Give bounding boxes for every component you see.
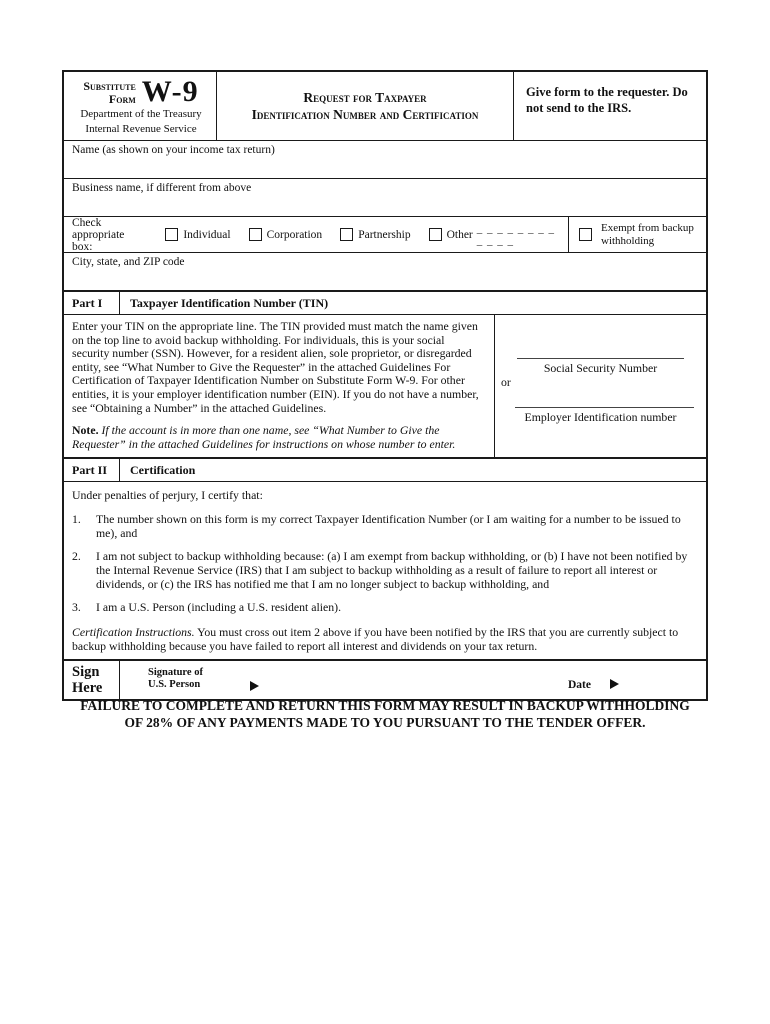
exempt-backup-withholding-cell	[568, 217, 706, 252]
here-word: Here	[72, 680, 103, 697]
ein-entry-line[interactable]	[515, 407, 694, 408]
part2-title: Certification	[130, 463, 196, 478]
warning-line2: OF 28% OF ANY PAYMENTS MADE TO YOU PURSUANT TO THE TENDER OFFER.	[124, 715, 646, 730]
entity-type-row	[64, 216, 706, 252]
certification-intro: Under penalties of perjury, I certify that:	[72, 488, 263, 503]
certification-item-2	[72, 549, 696, 591]
certification-instructions-text: You must cross out item 2 above if you have been notified by the IRS that you are currently subject to backup withholding because you have failed to report all interest and dividends on your tax return.	[72, 625, 679, 654]
signature-of-line1: Signature of	[148, 667, 203, 679]
check-box-label: Check appropriate box:	[72, 216, 125, 253]
business-name-field[interactable]	[64, 178, 706, 216]
substitute-form-label	[83, 80, 135, 106]
ein-label: Employer Identification number	[524, 410, 677, 424]
checkbox-individual-label: Individual	[183, 228, 231, 241]
certification-instructions-label: Certification Instructions.	[72, 625, 195, 640]
date-input-area[interactable]	[630, 665, 750, 697]
certification-item-1	[72, 512, 696, 540]
name-field-label: Name (as shown on your income tax return)	[72, 144, 275, 156]
form-header-row	[64, 72, 706, 140]
checkbox-square-icon[interactable]	[429, 228, 442, 241]
city-state-zip-field[interactable]	[64, 252, 706, 290]
ssn-entry-line[interactable]	[517, 358, 684, 359]
item-text: I am not subject to backup withholding because: (a) I am exempt from backup withholding, or (b) I have not been notified by the Internal Revenue Service (IRS) that I am subject to backup withholding as a result of failure to report all interest or dividends, or (c) the IRS has notified me that I am no longer subject to backup withholding, and	[96, 549, 688, 592]
checkbox-partnership-label: Partnership	[358, 228, 411, 241]
checkbox-other[interactable]	[429, 228, 473, 241]
signature-of-label	[148, 667, 203, 691]
signature-of-line2: U.S. Person	[148, 679, 201, 691]
entity-type-options	[64, 217, 568, 252]
name-field[interactable]	[64, 140, 706, 178]
checkbox-square-icon[interactable]	[340, 228, 353, 241]
part1-header-row	[64, 290, 706, 314]
signature-area	[120, 661, 706, 699]
certification-section	[64, 481, 706, 659]
signature-input-area[interactable]	[270, 665, 550, 697]
tin-section	[64, 314, 706, 457]
tin-note	[72, 424, 484, 451]
sign-word: Sign	[72, 664, 100, 681]
form-id-top	[72, 75, 210, 108]
sign-here-row	[64, 659, 706, 699]
checkbox-individual[interactable]	[165, 228, 230, 241]
date-label: Date	[568, 679, 591, 692]
form-title-cell	[217, 72, 514, 140]
give-form-instruction: Give form to the requester. Do not send to the IRS.	[526, 85, 688, 115]
certification-instructions	[72, 625, 696, 653]
checkbox-square-icon[interactable]	[165, 228, 178, 241]
date-arrow-icon	[610, 679, 619, 689]
other-blank-line[interactable]: _ _ _ _ _ _ _ _ _ _ _ _	[476, 222, 556, 247]
form-title-line1: Request for Taxpayer	[303, 90, 427, 105]
substitute-word: Substitute	[83, 79, 136, 93]
form-word: Form	[108, 92, 136, 106]
item-number: 2.	[72, 549, 81, 564]
part1-label: Part I	[64, 292, 120, 314]
or-label: or	[501, 375, 511, 389]
w9-form-table	[62, 70, 708, 701]
exempt-label: Exempt from backup withholding	[601, 221, 694, 247]
tin-instructions-body: Enter your TIN on the appropriate line. The TIN provided must match the name given on the top line to avoid backup withholding. For individuals, this is your social security number (SSN). However, for a resident alien, sole proprietor, or disregarded entity, see “What Number to Give the Requester” in the attached Guidelines For Certification of Taxpayer Identification Number on Substitute Form W-9. For other entities, it is your employer identification number (EIN). If you do not have a number, see “Obtaining a Number” in the attached Guidelines.	[72, 319, 479, 415]
checkbox-other-label: Other	[446, 228, 473, 241]
item-number: 3.	[72, 600, 81, 615]
form-id-cell	[64, 72, 217, 140]
part1-title: Taxpayer Identification Number (TIN)	[130, 296, 329, 310]
sign-here-label	[64, 661, 120, 699]
checkbox-corporation-label: Corporation	[266, 228, 323, 241]
checkbox-square-icon[interactable]	[579, 228, 592, 241]
form-number: W-9	[141, 75, 199, 108]
tin-instructions	[64, 315, 495, 457]
department-line1: Department of the Treasury	[80, 108, 202, 120]
item-text: I am a U.S. Person (including a U.S. resident alien).	[96, 600, 342, 615]
business-name-field-label: Business name, if different from above	[72, 182, 252, 194]
part2-header-row	[64, 457, 706, 481]
backup-withholding-warning	[0, 697, 770, 731]
checkbox-corporation[interactable]	[249, 228, 323, 241]
certification-item-3	[72, 600, 696, 614]
tin-note-label: Note.	[72, 423, 99, 438]
form-title-line2: Identification Number and Certification	[251, 107, 479, 122]
item-number: 1.	[72, 512, 81, 527]
item-text: The number shown on this form is my correct Taxpayer Identification Number (or I am waiting for a number to be issued to me), and	[96, 512, 681, 541]
checkbox-partnership[interactable]	[340, 228, 410, 241]
warning-line1: FAILURE TO COMPLETE AND RETURN THIS FORM MAY RESULT IN BACKUP WITHHOLDING	[80, 698, 690, 713]
city-state-zip-label: City, state, and ZIP code	[72, 256, 185, 268]
ssn-label: Social Security Number	[543, 361, 658, 375]
tin-entry-cell	[495, 315, 706, 457]
tin-note-text: If the account is in more than one name, see “What Number to Give the Requester” in the attached Guidelines for instructions on whose number to enter.	[72, 423, 456, 451]
signature-arrow-icon	[250, 681, 259, 691]
part2-label: Part II	[64, 459, 120, 481]
checkbox-square-icon[interactable]	[249, 228, 262, 241]
department-line2: Internal Revenue Service	[85, 123, 197, 135]
